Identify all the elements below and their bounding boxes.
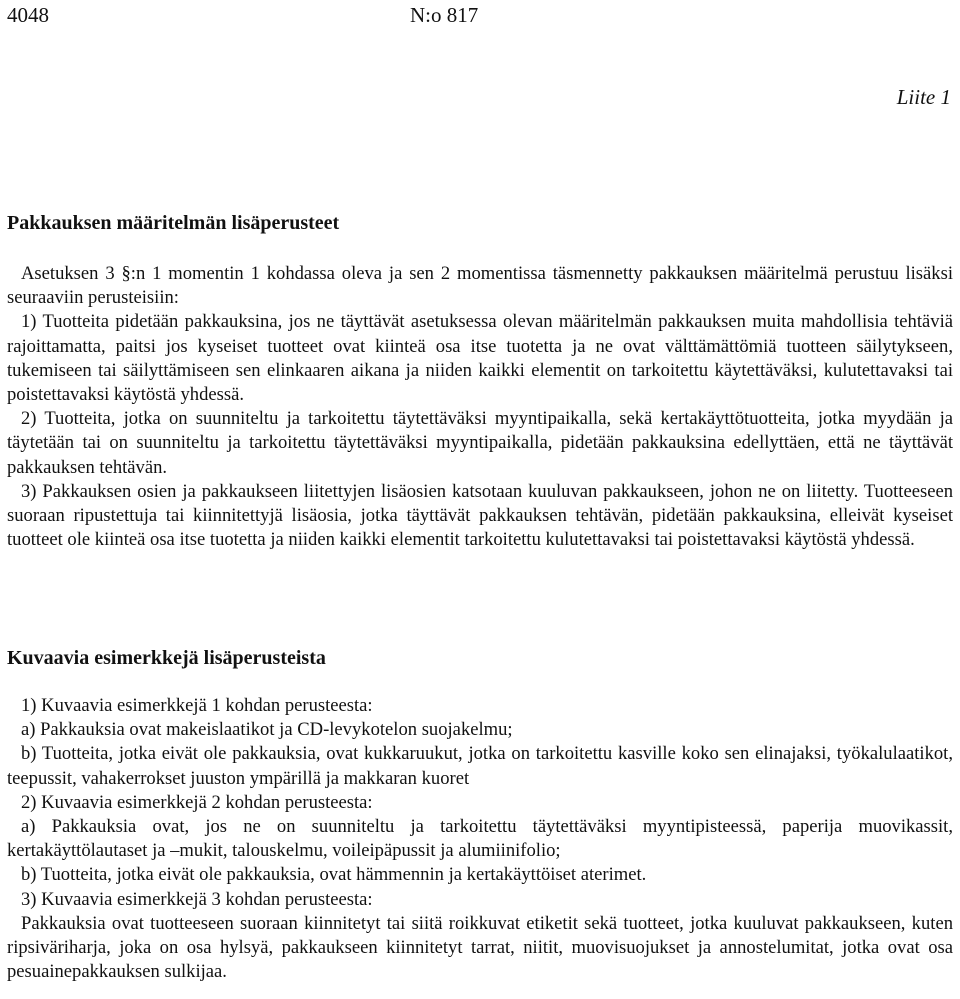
- paragraph: 1) Tuotteita pidetään pakkauksina, jos ne täyttävät asetuksessa olevan määritelmän pakkauksen muita mahdollisia tehtäviä rajoittamatta, paitsi jos kyseiset tuotteet ovat kiinteä osa itse tuotetta ja ne ovat välttämättömiä tuotteen säilytykseen, tukemiseen tai säilyttämiseen sen elinkaaren aikana ja niiden kaikki elementit on tarkoitettu käytettäväksi, kulutettavaksi tai poistettavaksi käytöstä yhdessä.: [7, 311, 953, 406]
- section-heading-definition: Pakkauksen määritelmän lisäperusteet: [7, 212, 340, 234]
- paragraph: b) Tuotteita, jotka eivät ole pakkauksia, ovat kukkaruukut, jotka on tarkoitettu kasville koko sen elinajaksi, työkalulaatikot, teepussit, vahakerrokset juuston ympärillä ja makkaran kuoret: [7, 743, 953, 789]
- paragraph: 1) Kuvaavia esimerkkejä 1 kohdan perusteesta:: [21, 695, 373, 716]
- section-body-examples: [7, 694, 953, 984]
- paragraph: 3) Kuvaavia esimerkkejä 3 kohdan perusteesta:: [21, 888, 373, 910]
- section-body-definition: [7, 262, 953, 552]
- paragraph: a) Pakkauksia ovat makeislaatikot ja CD-levykotelon suojakelmu;: [21, 719, 513, 741]
- section-heading-examples: Kuvaavia esimerkkejä lisäperusteista: [7, 647, 326, 669]
- annex-label: Liite 1: [896, 85, 951, 109]
- page-number: 4048: [7, 3, 49, 27]
- paragraph: b) Tuotteita, jotka eivät ole pakkauksia, ovat hämmennin ja kertakäyttöiset aterimet.: [21, 864, 647, 886]
- paragraph: a) Pakkauksia ovat, jos ne on suunniteltu ja tarkoitettu täytettäväksi myyntipisteessä, paperija muovikassit, kertakäyttölautaset ja –mukit, talouskelmu, voileipäpussit ja alumiinifolio;: [7, 816, 953, 862]
- paragraph: 2) Tuotteita, jotka on suunniteltu ja tarkoitettu täytettäväksi myyntipaikalla, sekä kertakäyttötuotteita, jotka myydään ja täytetään tai on suunniteltu ja tarkoitettu täytettäväksi myyntipaikalla, pidetään pakkauksina edellyttäen, että ne täyttävät pakkauksen tehtävän.: [7, 408, 953, 478]
- paragraph: Asetuksen 3 §:n 1 momentin 1 kohdassa oleva ja sen 2 momentissa täsmennetty pakkauksen määritelmä perustuu lisäksi seuraaviin perusteisiin:: [7, 263, 953, 309]
- paragraph: 2) Kuvaavia esimerkkejä 2 kohdan perusteesta:: [21, 791, 373, 813]
- document-number: N:o 817: [410, 3, 479, 27]
- paragraph: 3) Pakkauksen osien ja pakkaukseen liitettyjen lisäosien katsotaan kuuluvan pakkaukseen, johon ne on liitetty. Tuotteeseen suoraan ripustettuja tai kiinnitettyjä lisäosia, jotka täyttävät pakkauksen tehtävän, pidetään pakkauksina, elleivät kyseiset tuotteet ole kiinteä osa itse tuotetta ja niiden kaikki elementit tarkoitettu kulutettavaksi tai poistettavaksi käytöstä yhdessä.: [7, 480, 953, 551]
- paragraph: Pakkauksia ovat tuotteeseen suoraan kiinnitetyt tai siitä roikkuvat etiketit sekä tuotteet, jotka kuuluvat pakkaukseen, kuten ripsiväriharja, joka on osa hylsyä, pakkaukseen kiinnitetyt tarrat, niitit, muovisuojukset ja annostelumitat, jotka ovat osa pesuainepakkauksen sulkijaa.: [7, 912, 953, 983]
- page-header: [7, 2, 953, 28]
